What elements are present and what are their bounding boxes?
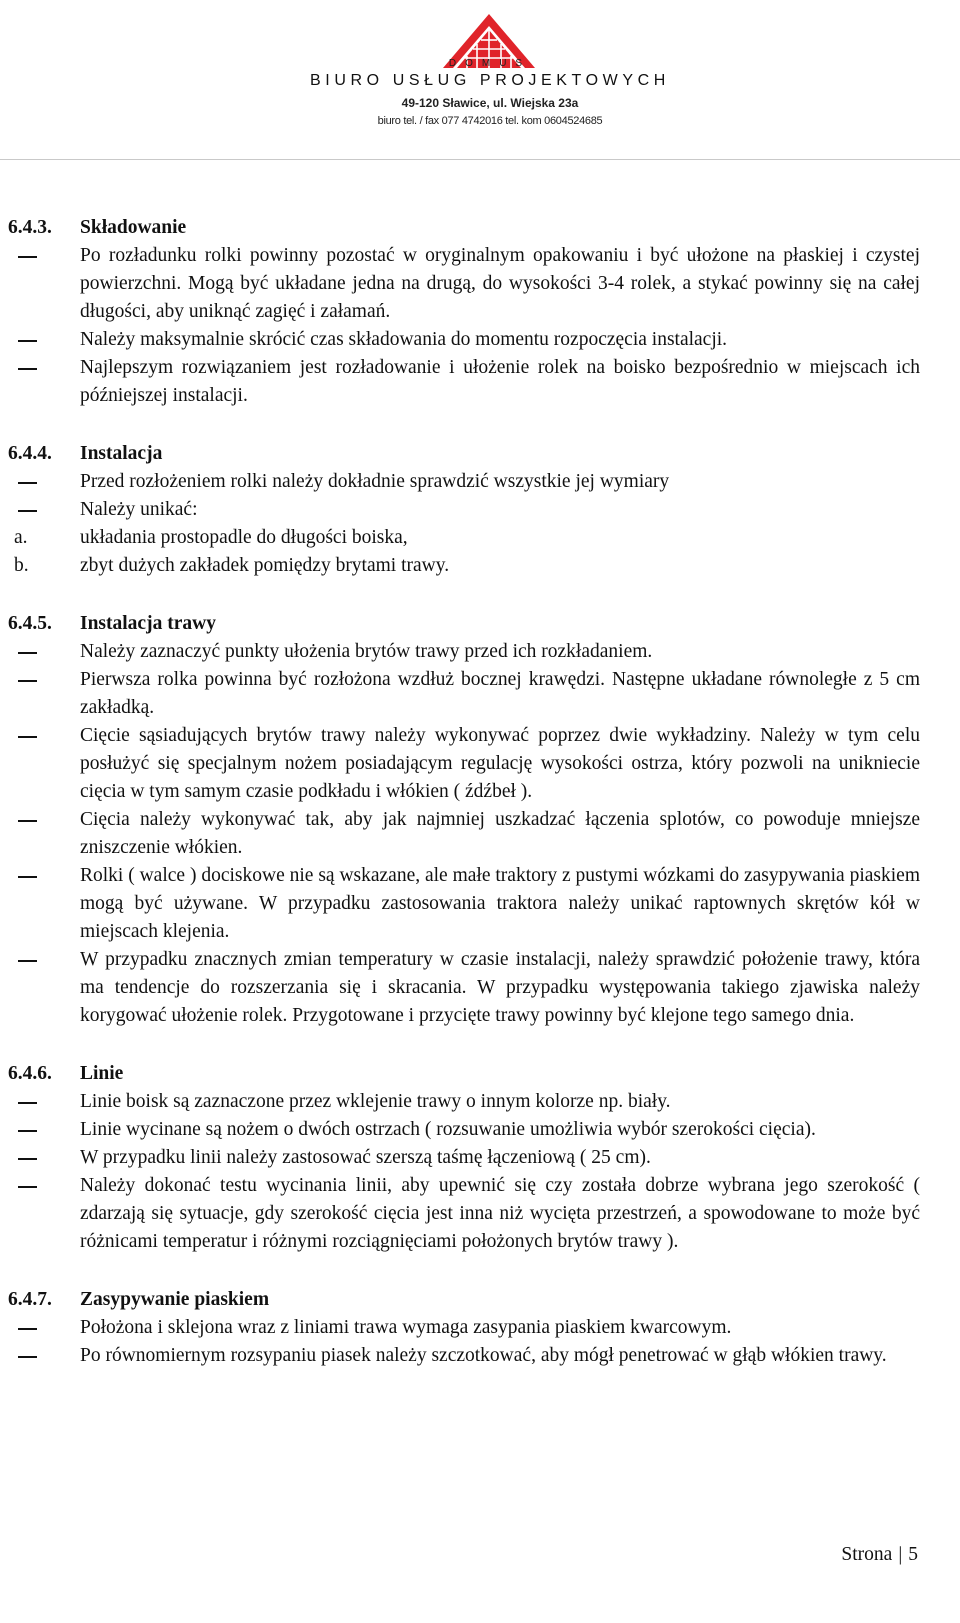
- dash-bullet-icon: [8, 1314, 80, 1342]
- bullet-item: [8, 1088, 920, 1116]
- bullet-item: [8, 946, 920, 1030]
- section-number: 6.4.4.: [8, 443, 52, 464]
- bullet-item: [8, 638, 920, 666]
- dash-bullet-icon: [8, 806, 80, 862]
- section-title: Zasypywanie piaskiem: [80, 1289, 270, 1310]
- section-title: Linie: [80, 1063, 124, 1084]
- bullet-item: [8, 1116, 920, 1144]
- company-phone: biuro tel. / fax 077 4742016 tel. kom 0604524685: [377, 115, 603, 127]
- item-text: Pierwsza rolka powinna być rozłożona wzdłuż bocznej krawędzi. Następne układane równoległe z 5 cm zakładką.: [80, 669, 920, 718]
- section-number: 6.4.7.: [8, 1289, 52, 1310]
- dash-bullet-icon: [8, 862, 80, 946]
- bullet-item: [8, 496, 920, 524]
- bullet-item: [8, 468, 920, 496]
- item-text: W przypadku znacznych zmian temperatury w czasie instalacji, należy sprawdzić położenie trawy, która ma tendencje do rozszerzania się i skracania. W przypadku występowania takiego zjawiska należy korygować ułożenie rolek. Przygotowane i przycięte trawy powinny być klejone tego samego dnia.: [80, 949, 920, 1026]
- item-text: Cięcie sąsiadujących brytów trawy należy wykonywać poprzez dwie wykładziny. Należy w tym celu posłużyć się specjalnym nożem posiadającym regulację wysokości ostrza, który pozwoli na unikniecie cięcia w tym samym czasie podkładu i włókien ( źdźbeł ).: [80, 725, 920, 802]
- dash-bullet-icon: [8, 638, 80, 666]
- section-number: 6.4.5.: [8, 613, 52, 634]
- item-text: Po równomiernym rozsypaniu piasek należy szczotkować, aby mógł penetrować w głąb włókien trawy.: [80, 1345, 887, 1366]
- dash-bullet-icon: [8, 326, 80, 354]
- page-number: 5: [908, 1544, 918, 1565]
- lettered-item: [8, 552, 920, 580]
- bullet-item: [8, 666, 920, 722]
- company-name: BIURO USŁUG PROJEKTOWYCH: [310, 72, 670, 89]
- section-title: Składowanie: [80, 217, 187, 238]
- section-heading: [8, 610, 920, 638]
- item-text: zbyt dużych zakładek pomiędzy brytami trawy.: [80, 555, 450, 576]
- section-heading: [8, 1286, 920, 1314]
- bullet-item: [8, 1342, 920, 1370]
- page-label: Strona: [841, 1544, 893, 1565]
- dash-bullet-icon: [8, 1116, 80, 1144]
- bullet-item: [8, 1144, 920, 1172]
- dash-bullet-icon: [8, 468, 80, 496]
- dash-bullet-icon: [8, 946, 80, 1030]
- dash-bullet-icon: [8, 354, 80, 410]
- item-text: układania prostopadle do długości boiska,: [80, 527, 408, 548]
- dash-bullet-icon: [8, 1088, 80, 1116]
- bullet-item: [8, 326, 920, 354]
- item-text: Należy zaznaczyć punkty ułożenia brytów trawy przed ich rozkładaniem.: [80, 641, 653, 662]
- item-text: Przed rozłożeniem rolki należy dokładnie sprawdzić wszystkie jej wymiary: [80, 471, 670, 492]
- bullet-item: [8, 722, 920, 806]
- bullet-item: [8, 806, 920, 862]
- section-number: 6.4.3.: [8, 217, 52, 238]
- item-text: Rolki ( walce ) dociskowe nie są wskazane, ale małe traktory z pustymi wózkami do zasypywania piaskiem mogą być używane. W przypadku zastosowania traktora należy unikać raptownych skrętów kół w miejscach klejenia.: [80, 865, 920, 942]
- item-text: Linie wycinane są nożem o dwóch ostrzach ( rozsuwanie umożliwia wybór szerokości cięcia).: [80, 1119, 816, 1140]
- section-heading: [8, 440, 920, 468]
- dash-bullet-icon: [8, 1342, 80, 1370]
- item-text: Najlepszym rozwiązaniem jest rozładowanie i ułożenie rolek na boisko bezpośrednio w miejscach ich późniejszej instalacji.: [80, 357, 920, 406]
- item-text: Położona i sklejona wraz z liniami trawa wymaga zasypania piaskiem kwarcowym.: [80, 1317, 732, 1338]
- item-text: Należy maksymalnie skrócić czas składowania do momentu rozpoczęcia instalacji.: [80, 329, 728, 350]
- dash-bullet-icon: [8, 1172, 80, 1256]
- bullet-item: [8, 862, 920, 946]
- logo-brand: DOMUS: [448, 58, 532, 69]
- item-text: Należy dokonać testu wycinania linii, aby upewnić się czy została dobrze wybrana jego szerokość ( zdarzają się sytuacje, gdy szerokość cięcia jest inna niż wycięta przestrzeń, a spowodowane to może być różnicami temperatur i różnymi rozciągnięciami położonych brytów trawy ).: [80, 1175, 920, 1252]
- bullet-item: [8, 354, 920, 410]
- page-footer: [841, 1542, 918, 1568]
- company-address: 49-120 Sławice, ul. Wiejska 23a: [401, 96, 579, 110]
- dash-bullet-icon: [8, 722, 80, 806]
- item-text: W przypadku linii należy zastosować szerszą taśmę łączeniową ( 25 cm).: [80, 1147, 651, 1168]
- dash-bullet-icon: [8, 666, 80, 722]
- section: [8, 214, 920, 410]
- lettered-item: [8, 524, 920, 552]
- section-title: Instalacja trawy: [80, 613, 216, 634]
- header-divider: [0, 159, 960, 160]
- section-title: Instalacja: [80, 443, 163, 464]
- section: [8, 440, 920, 580]
- section-heading: [8, 214, 920, 242]
- item-text: Linie boisk są zaznaczone przez wklejenie trawy o innym kolorze np. biały.: [80, 1091, 671, 1112]
- item-text: Należy unikać:: [80, 499, 198, 520]
- list-letter: b.: [14, 555, 29, 576]
- bullet-item: [8, 242, 920, 326]
- section: [8, 1286, 920, 1370]
- section-number: 6.4.6.: [8, 1063, 52, 1084]
- section: [8, 610, 920, 1030]
- bullet-item: [8, 1172, 920, 1256]
- section-heading: [8, 1060, 920, 1088]
- dash-bullet-icon: [8, 496, 80, 524]
- dash-bullet-icon: [8, 242, 80, 326]
- item-text: Cięcia należy wykonywać tak, aby jak najmniej uszkadzać łączenia splotów, co powoduje mniejsze zniszczenie włókien.: [80, 809, 920, 858]
- page-header: [0, 0, 960, 160]
- list-letter: a.: [14, 527, 28, 548]
- page-separator: |: [898, 1544, 903, 1565]
- document-body: [8, 214, 920, 1400]
- section: [8, 1060, 920, 1256]
- bullet-item: [8, 1314, 920, 1342]
- item-text: Po rozładunku rolki powinny pozostać w oryginalnym opakowaniu i być ułożone na płaskiej i czystej powierzchni. Mogą być układane jedna na drugą, do wysokości 3-4 rolek, a stykać powinny się na całej długości, aby uniknąć zagięć i załamań.: [80, 245, 920, 322]
- dash-bullet-icon: [8, 1144, 80, 1172]
